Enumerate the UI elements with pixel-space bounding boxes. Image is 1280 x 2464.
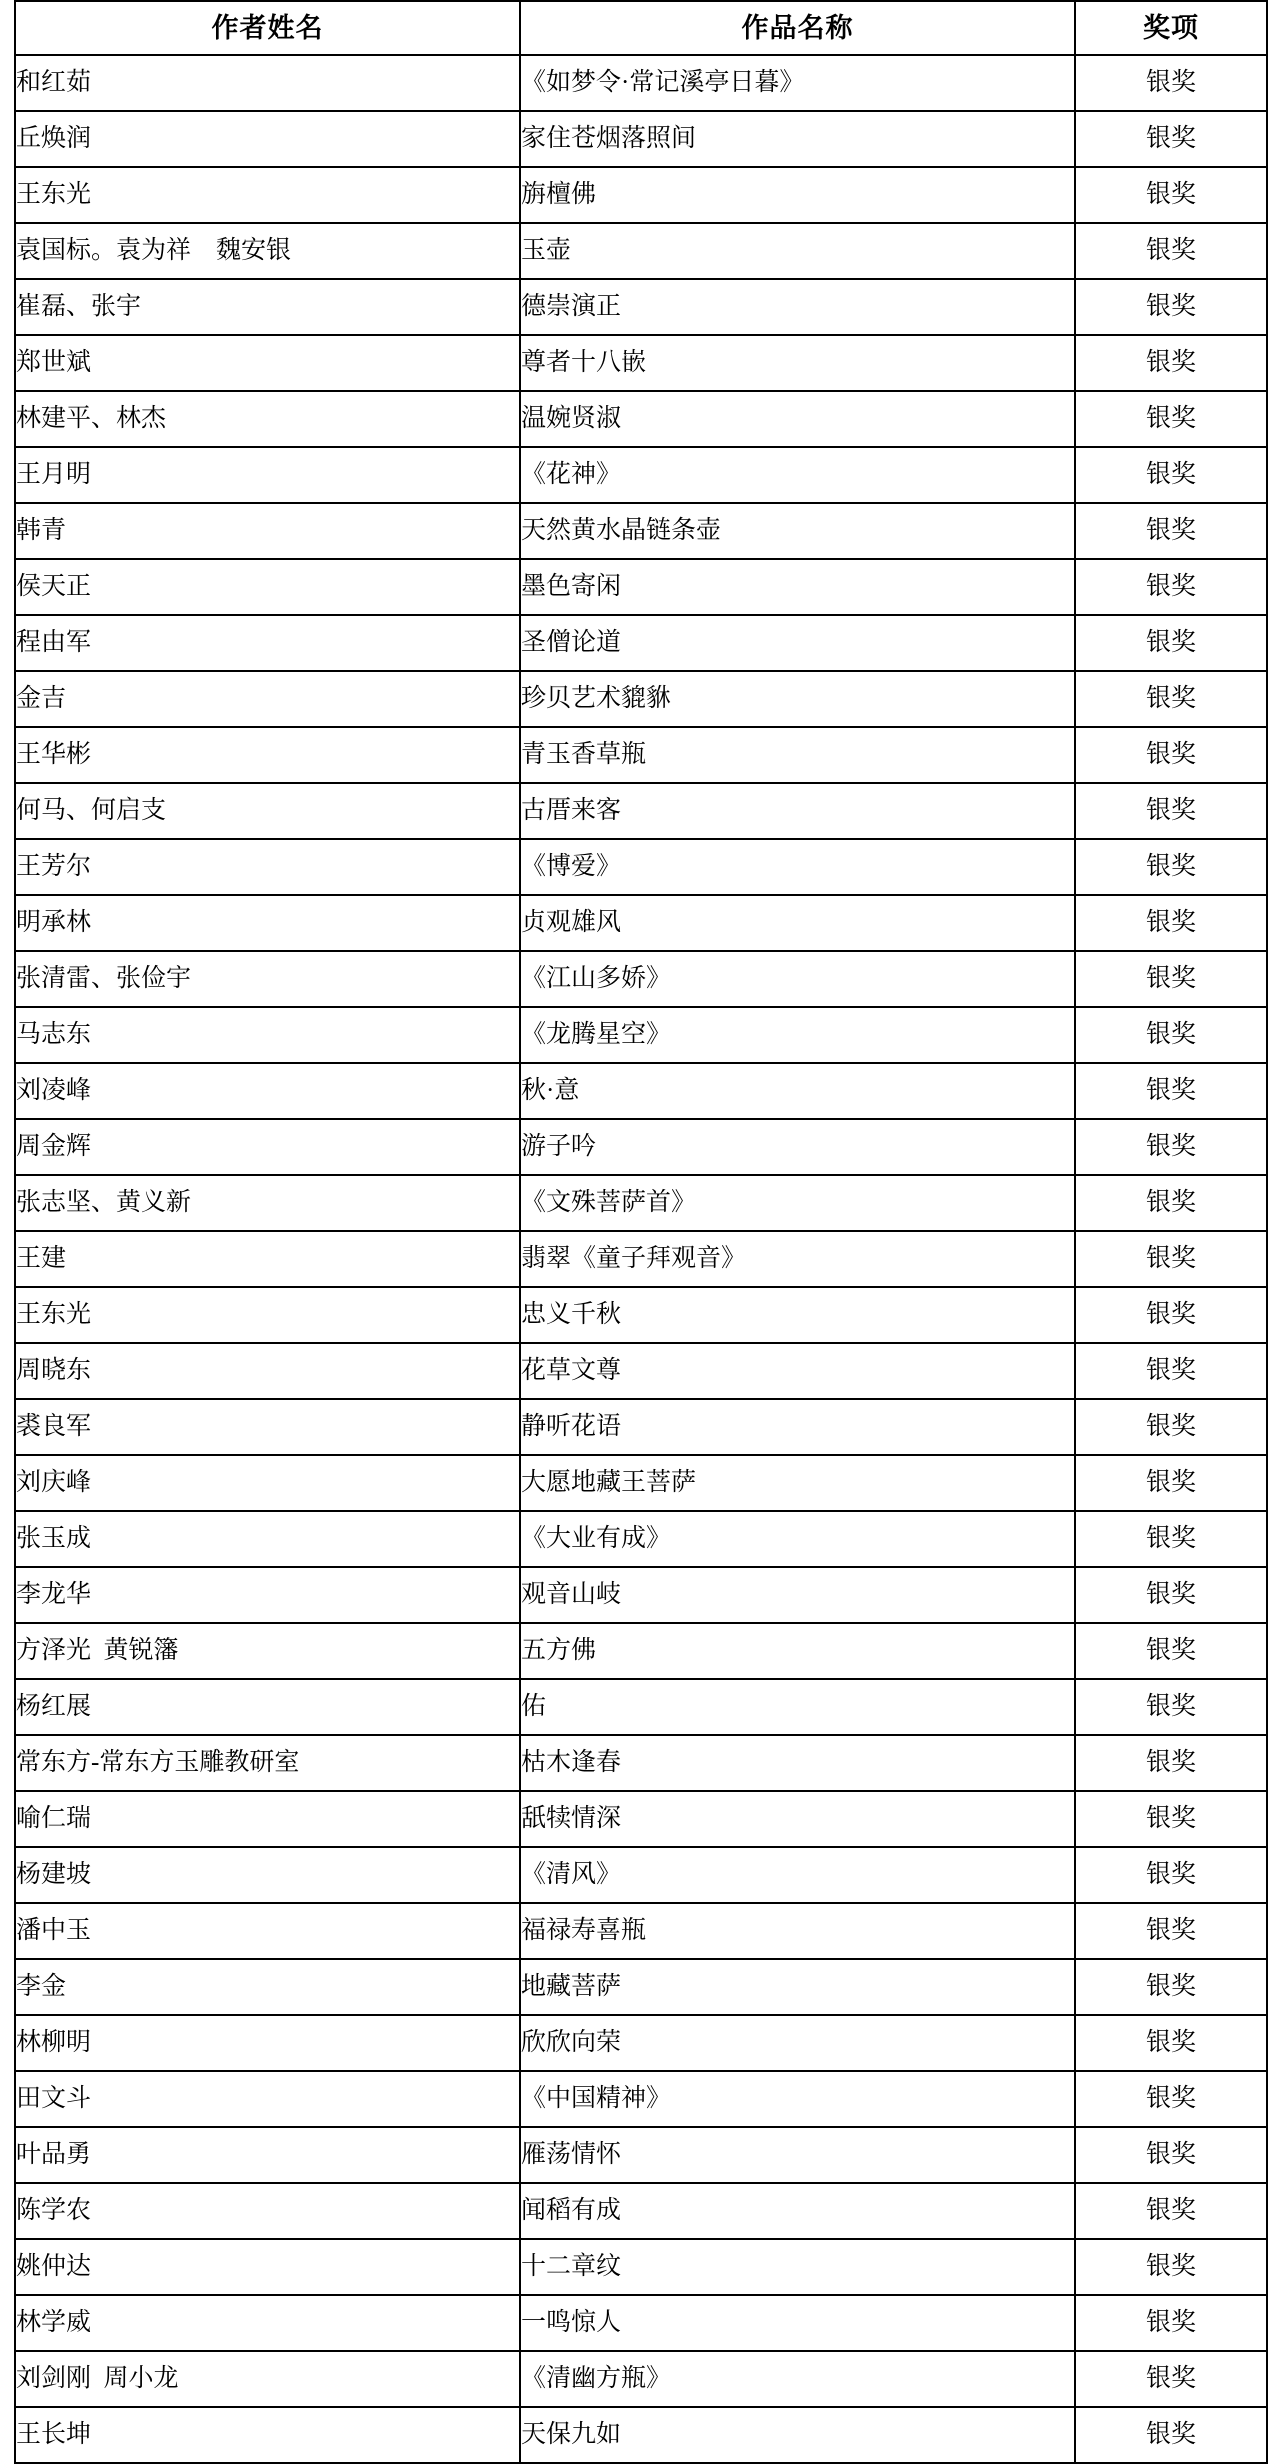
table-row — [15, 951, 1267, 1007]
cell-prize: 银奖 — [1075, 2127, 1267, 2183]
table-row — [15, 2183, 1267, 2239]
cell-prize: 银奖 — [1075, 223, 1267, 279]
cell-author: 张清雷、张俭宇 — [15, 951, 520, 1007]
cell-work: 旃檀佛 — [520, 167, 1075, 223]
cell-prize: 银奖 — [1075, 1231, 1267, 1287]
cell-work: 天然黄水晶链条壶 — [520, 503, 1075, 559]
table-body — [15, 55, 1267, 2463]
cell-work: 观音山岐 — [520, 1567, 1075, 1623]
table-row — [15, 1791, 1267, 1847]
column-header-author: 作者姓名 — [15, 1, 520, 55]
cell-work: 《如梦令·常记溪亭日暮》 — [520, 55, 1075, 111]
table-row — [15, 2071, 1267, 2127]
cell-author: 常东方-常东方玉雕教研室 — [15, 1735, 520, 1791]
cell-author: 马志东 — [15, 1007, 520, 1063]
cell-prize: 银奖 — [1075, 1679, 1267, 1735]
cell-work: 佑 — [520, 1679, 1075, 1735]
table-row — [15, 1007, 1267, 1063]
table-row — [15, 391, 1267, 447]
cell-author: 崔磊、张宇 — [15, 279, 520, 335]
cell-work: 青玉香草瓶 — [520, 727, 1075, 783]
cell-author: 潘中玉 — [15, 1903, 520, 1959]
cell-prize: 银奖 — [1075, 951, 1267, 1007]
cell-author: 王月明 — [15, 447, 520, 503]
cell-work: 《中国精神》 — [520, 2071, 1075, 2127]
table-row — [15, 1119, 1267, 1175]
table-row — [15, 1567, 1267, 1623]
table-row — [15, 55, 1267, 111]
cell-work: 地藏菩萨 — [520, 1959, 1075, 2015]
cell-work: 十二章纹 — [520, 2239, 1075, 2295]
table-row — [15, 167, 1267, 223]
table-row — [15, 1455, 1267, 1511]
table-row — [15, 503, 1267, 559]
cell-prize: 银奖 — [1075, 391, 1267, 447]
table-row — [15, 1847, 1267, 1903]
table-row — [15, 671, 1267, 727]
cell-prize: 银奖 — [1075, 279, 1267, 335]
cell-author: 李龙华 — [15, 1567, 520, 1623]
cell-author: 刘凌峰 — [15, 1063, 520, 1119]
cell-work: 古厝来客 — [520, 783, 1075, 839]
cell-author: 姚仲达 — [15, 2239, 520, 2295]
cell-work: 雁荡情怀 — [520, 2127, 1075, 2183]
cell-author: 王华彬 — [15, 727, 520, 783]
award-table — [14, 0, 1268, 2464]
table-row — [15, 2295, 1267, 2351]
cell-author: 周金辉 — [15, 1119, 520, 1175]
cell-author: 张志坚、黄义新 — [15, 1175, 520, 1231]
cell-author: 程由军 — [15, 615, 520, 671]
table-row — [15, 1903, 1267, 1959]
table-header-row — [15, 1, 1267, 55]
cell-work: 静听花语 — [520, 1399, 1075, 1455]
table-row — [15, 1063, 1267, 1119]
cell-author: 和红茹 — [15, 55, 520, 111]
cell-author: 林建平、林杰 — [15, 391, 520, 447]
cell-prize: 银奖 — [1075, 1399, 1267, 1455]
table-row — [15, 1679, 1267, 1735]
cell-prize: 银奖 — [1075, 503, 1267, 559]
cell-prize: 银奖 — [1075, 1063, 1267, 1119]
cell-author: 刘庆峰 — [15, 1455, 520, 1511]
cell-author: 方泽光 黄锐籓 — [15, 1623, 520, 1679]
cell-author: 王长坤 — [15, 2407, 520, 2463]
cell-author: 王东光 — [15, 1287, 520, 1343]
cell-prize: 银奖 — [1075, 1511, 1267, 1567]
table-row — [15, 839, 1267, 895]
table-row — [15, 2239, 1267, 2295]
cell-prize: 银奖 — [1075, 1903, 1267, 1959]
cell-prize: 银奖 — [1075, 895, 1267, 951]
table-row — [15, 783, 1267, 839]
cell-work: 《清幽方瓶》 — [520, 2351, 1075, 2407]
cell-prize: 银奖 — [1075, 1791, 1267, 1847]
table-row — [15, 1511, 1267, 1567]
cell-work: 德崇演正 — [520, 279, 1075, 335]
cell-prize: 银奖 — [1075, 55, 1267, 111]
cell-prize: 银奖 — [1075, 1287, 1267, 1343]
cell-author: 王建 — [15, 1231, 520, 1287]
cell-prize: 银奖 — [1075, 671, 1267, 727]
column-header-prize: 奖项 — [1075, 1, 1267, 55]
cell-work: 福禄寿喜瓶 — [520, 1903, 1075, 1959]
cell-work: 游子吟 — [520, 1119, 1075, 1175]
table-row — [15, 1399, 1267, 1455]
cell-author: 林柳明 — [15, 2015, 520, 2071]
cell-work: 墨色寄闲 — [520, 559, 1075, 615]
cell-prize: 银奖 — [1075, 2015, 1267, 2071]
cell-work: 《花神》 — [520, 447, 1075, 503]
cell-work: 一鸣惊人 — [520, 2295, 1075, 2351]
table-row — [15, 1959, 1267, 2015]
cell-author: 喻仁瑞 — [15, 1791, 520, 1847]
cell-prize: 银奖 — [1075, 559, 1267, 615]
cell-work: 《龙腾星空》 — [520, 1007, 1075, 1063]
cell-author: 张玉成 — [15, 1511, 520, 1567]
cell-prize: 银奖 — [1075, 2239, 1267, 2295]
cell-prize: 银奖 — [1075, 1343, 1267, 1399]
column-header-work: 作品名称 — [520, 1, 1075, 55]
cell-prize: 银奖 — [1075, 1959, 1267, 2015]
cell-work: 《文殊菩萨首》 — [520, 1175, 1075, 1231]
cell-work: 温婉贤淑 — [520, 391, 1075, 447]
table-header — [15, 1, 1267, 55]
cell-author: 侯天正 — [15, 559, 520, 615]
table-row — [15, 2407, 1267, 2463]
cell-work: 《博爱》 — [520, 839, 1075, 895]
cell-prize: 银奖 — [1075, 1175, 1267, 1231]
cell-author: 刘剑刚 周小龙 — [15, 2351, 520, 2407]
cell-author: 叶品勇 — [15, 2127, 520, 2183]
cell-prize: 银奖 — [1075, 727, 1267, 783]
table-row — [15, 1231, 1267, 1287]
cell-prize: 银奖 — [1075, 2351, 1267, 2407]
table-row — [15, 447, 1267, 503]
cell-work: 大愿地藏王菩萨 — [520, 1455, 1075, 1511]
cell-prize: 银奖 — [1075, 783, 1267, 839]
cell-prize: 银奖 — [1075, 1623, 1267, 1679]
cell-work: 圣僧论道 — [520, 615, 1075, 671]
cell-work: 翡翠《童子拜观音》 — [520, 1231, 1075, 1287]
cell-prize: 银奖 — [1075, 1119, 1267, 1175]
cell-work: 《江山多娇》 — [520, 951, 1075, 1007]
cell-author: 王芳尔 — [15, 839, 520, 895]
cell-author: 田文斗 — [15, 2071, 520, 2127]
table-row — [15, 1343, 1267, 1399]
cell-work: 忠义千秋 — [520, 1287, 1075, 1343]
cell-prize: 银奖 — [1075, 1847, 1267, 1903]
cell-author: 杨建坡 — [15, 1847, 520, 1903]
cell-work: 五方佛 — [520, 1623, 1075, 1679]
cell-author: 韩青 — [15, 503, 520, 559]
cell-work: 花草文尊 — [520, 1343, 1075, 1399]
cell-work: 家住苍烟落照间 — [520, 111, 1075, 167]
table-row — [15, 895, 1267, 951]
cell-prize: 银奖 — [1075, 1735, 1267, 1791]
table-row — [15, 223, 1267, 279]
cell-author: 杨红展 — [15, 1679, 520, 1735]
table-row — [15, 2015, 1267, 2071]
table-row — [15, 335, 1267, 391]
table-row — [15, 2351, 1267, 2407]
cell-prize: 银奖 — [1075, 1007, 1267, 1063]
cell-prize: 银奖 — [1075, 2071, 1267, 2127]
cell-work: 舐犊情深 — [520, 1791, 1075, 1847]
cell-author: 裘良军 — [15, 1399, 520, 1455]
cell-author: 陈学农 — [15, 2183, 520, 2239]
cell-prize: 银奖 — [1075, 2295, 1267, 2351]
table-row — [15, 1175, 1267, 1231]
cell-prize: 银奖 — [1075, 839, 1267, 895]
cell-prize: 银奖 — [1075, 2183, 1267, 2239]
cell-author: 何马、何启支 — [15, 783, 520, 839]
cell-author: 金吉 — [15, 671, 520, 727]
cell-prize: 银奖 — [1075, 167, 1267, 223]
cell-work: 欣欣向荣 — [520, 2015, 1075, 2071]
cell-prize: 银奖 — [1075, 335, 1267, 391]
table-row — [15, 727, 1267, 783]
table-row — [15, 111, 1267, 167]
table-row — [15, 1735, 1267, 1791]
table-row — [15, 2127, 1267, 2183]
cell-author: 明承林 — [15, 895, 520, 951]
cell-work: 玉壶 — [520, 223, 1075, 279]
cell-prize: 银奖 — [1075, 2407, 1267, 2463]
cell-prize: 银奖 — [1075, 447, 1267, 503]
cell-prize: 银奖 — [1075, 1455, 1267, 1511]
cell-work: 《大业有成》 — [520, 1511, 1075, 1567]
table-row — [15, 559, 1267, 615]
cell-author: 袁国标。袁为祥 魏安银 — [15, 223, 520, 279]
cell-work: 珍贝艺术貔貅 — [520, 671, 1075, 727]
table-row — [15, 615, 1267, 671]
cell-author: 王东光 — [15, 167, 520, 223]
cell-prize: 银奖 — [1075, 1567, 1267, 1623]
cell-prize: 银奖 — [1075, 111, 1267, 167]
cell-prize: 银奖 — [1075, 615, 1267, 671]
cell-work: 贞观雄风 — [520, 895, 1075, 951]
cell-author: 丘焕润 — [15, 111, 520, 167]
cell-work: 枯木逢春 — [520, 1735, 1075, 1791]
cell-author: 郑世斌 — [15, 335, 520, 391]
cell-work: 天保九如 — [520, 2407, 1075, 2463]
cell-work: 闻稻有成 — [520, 2183, 1075, 2239]
table-row — [15, 1623, 1267, 1679]
table-row — [15, 1287, 1267, 1343]
cell-author: 周晓东 — [15, 1343, 520, 1399]
table-row — [15, 279, 1267, 335]
cell-work: 秋·意 — [520, 1063, 1075, 1119]
cell-author: 林学威 — [15, 2295, 520, 2351]
cell-work: 尊者十八嵌 — [520, 335, 1075, 391]
cell-author: 李金 — [15, 1959, 520, 2015]
cell-work: 《清风》 — [520, 1847, 1075, 1903]
